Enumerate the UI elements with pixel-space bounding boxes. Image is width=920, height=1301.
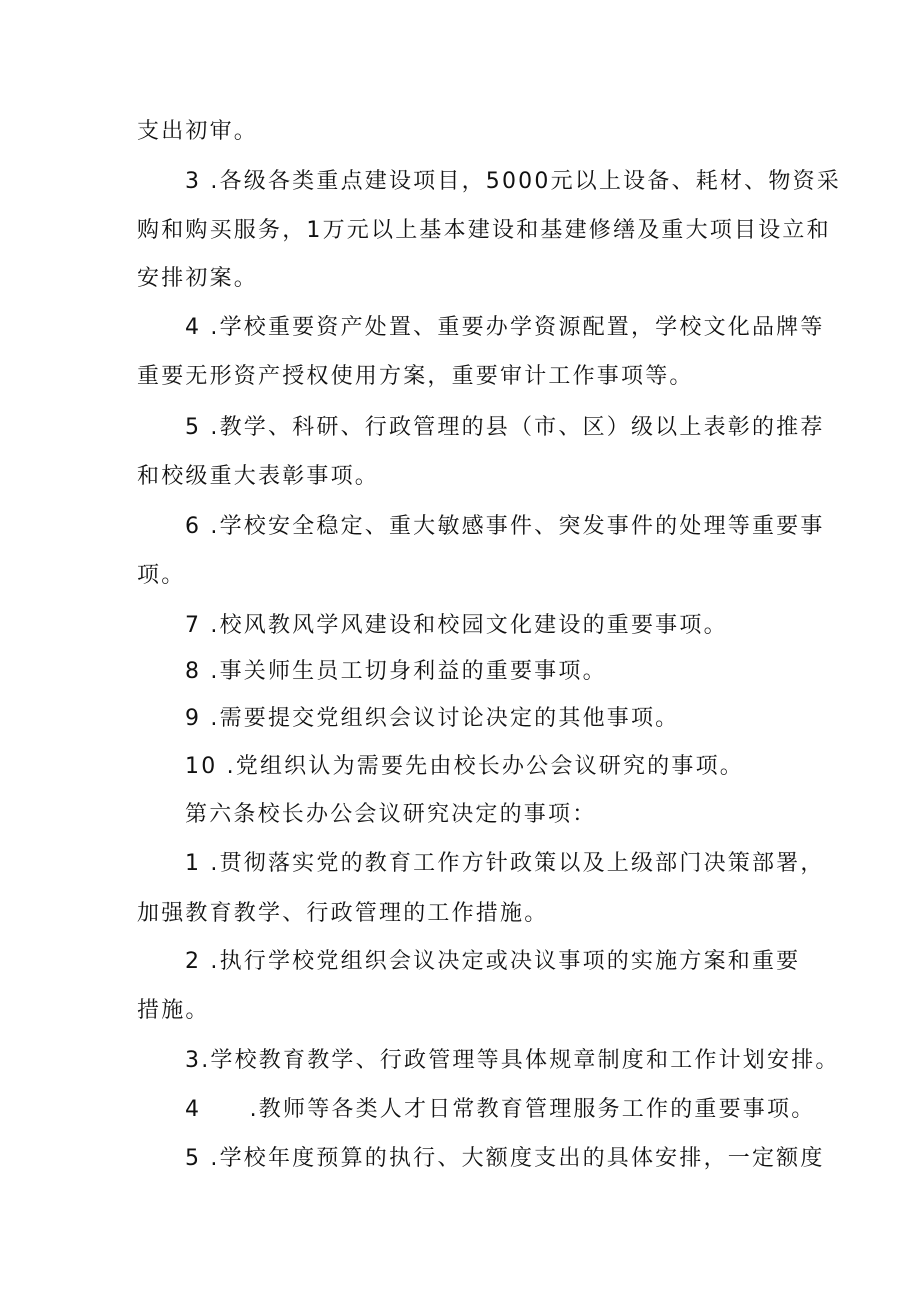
text-line: 3 .各级各类重点建设项目，5000元以上设备、耗材、物资采 — [185, 169, 841, 194]
text-line: 第六条校长办公会议研究决定的事项： — [185, 802, 597, 827]
text-line: 10 .党组织认为需要先由校长办公会议研究的事项。 — [185, 754, 744, 779]
text-line: 3.学校教育教学、行政管理等具体规章制度和工作计划安排。 — [185, 1048, 840, 1073]
text-line: 1 .贯彻落实党的教育工作方针政策以及上级部门决策部署， — [185, 851, 825, 876]
text-line: 2 .执行学校党组织会议决定或决议事项的实施方案和重要 — [185, 949, 801, 974]
text-line: 7 .校风教风学风建设和校园文化建设的重要事项。 — [185, 613, 728, 638]
text-line: 5 .学校年度预算的执行、大额度支出的具体安排，一定额度 — [185, 1146, 825, 1171]
text-line: 措施。 — [137, 998, 210, 1023]
text-line: 重要无形资产授权使用方案，重要审计工作事项等。 — [137, 364, 694, 389]
text-line: 9 .需要提交党组织会议讨论决定的其他事项。 — [185, 706, 680, 731]
text-line: 5 .教学、科研、行政管理的县（市、区）级以上表彰的推荐 — [185, 415, 825, 440]
text-line: 6 .学校安全稳定、重大敏感事件、突发事件的处理等重要事 — [185, 514, 825, 539]
text-line: 安排初案。 — [137, 266, 259, 291]
text-line: 支出初审。 — [137, 119, 259, 144]
text-line: 购和购买服务，1万元以上基本建设和基建修缮及重大项目设立和 — [137, 218, 831, 243]
text-line: 和校级重大表彰事项。 — [137, 464, 380, 489]
text-line: 加强教育教学、行政管理的工作措施。 — [137, 901, 549, 926]
text-line: 项。 — [137, 563, 186, 588]
text-line: 4 .教师等各类人才日常教育管理服务工作的重要事项。 — [185, 1097, 816, 1122]
text-line: 8 .事关师生员工切身利益的重要事项。 — [185, 659, 607, 684]
text-line: 4 .学校重要资产处置、重要办学资源配置，学校文化品牌等 — [185, 315, 825, 340]
